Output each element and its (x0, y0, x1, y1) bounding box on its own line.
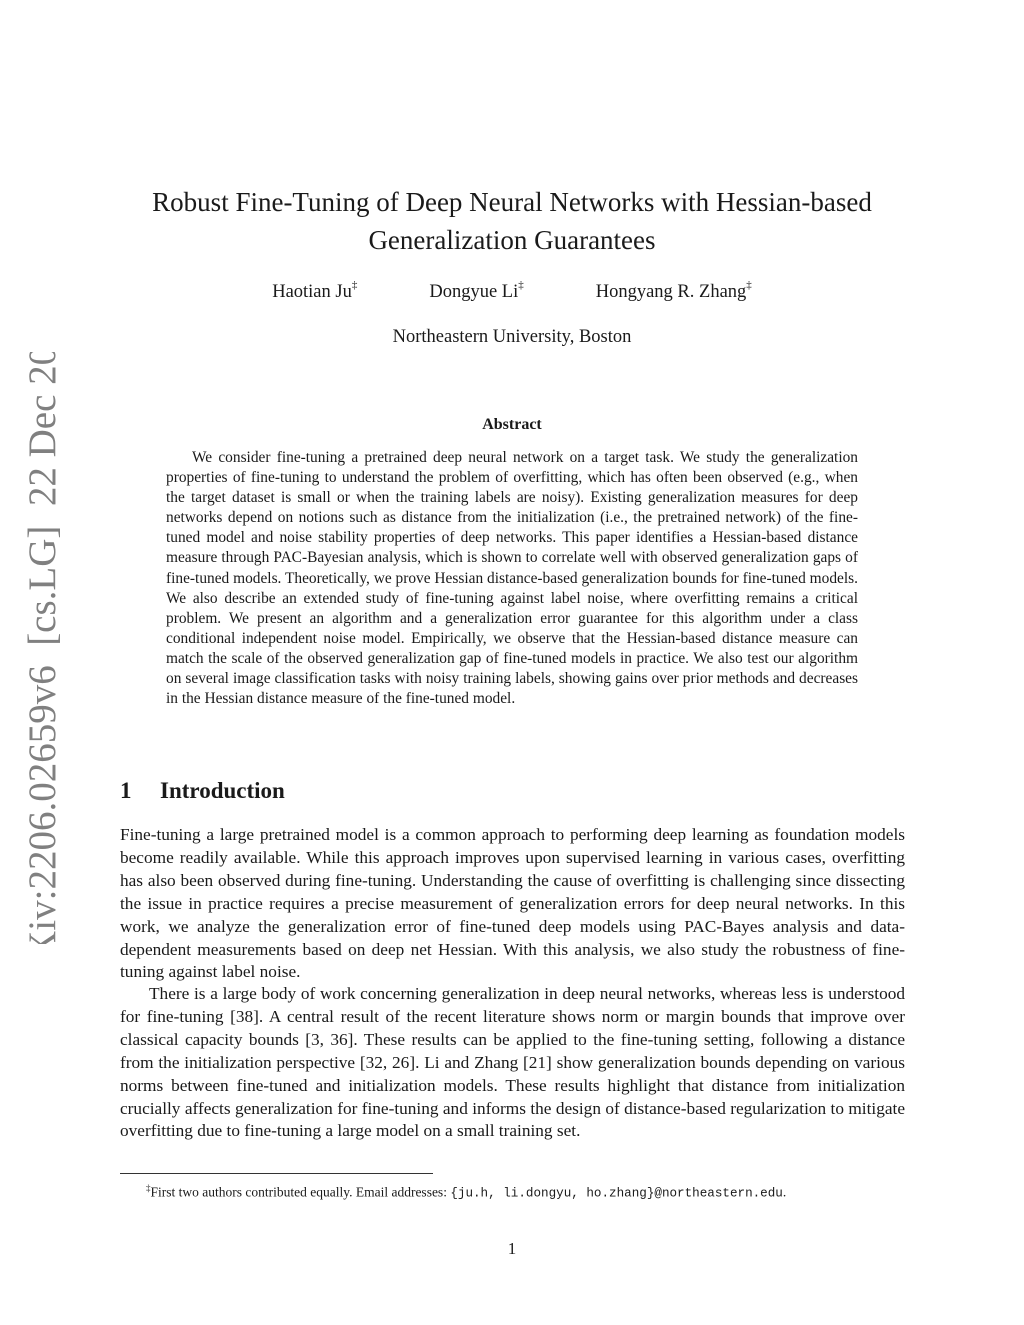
page-number: 1 (507, 1239, 517, 1258)
abstract-heading: Abstract (482, 416, 542, 433)
arxiv-identifier: arXiv:2206.02659v6 [cs.LG] 22 Dec 2023 (21, 352, 64, 944)
affiliation: Northeastern University, Boston (392, 327, 632, 347)
section-heading (120, 778, 285, 804)
arxiv-identifier-stamp (10, 352, 72, 944)
section-number: 1 (120, 778, 132, 803)
footnote-divider (120, 1173, 433, 1174)
intro-paragraph-1: Fine-tuning a large pretrained model is a common approach to performing deep learning as foundation models become readily available. While this approach improves upon supervised learning in various cases, overfitting has also been observed during fine-tuning. Understanding the cause of overfitting is challenging since dissecting the issue in practice requires a precise measurement of generalization errors for deep neural networks. In this work, we analyze the generalization error of fine-tuned deep models using PAC-Bayes analysis and data-dependent measurements based on deep net Hessian. With this analysis, we also study the robustness of fine-tuning against label noise. (120, 825, 905, 982)
paper-title-line-2: Generalization Guarantees (368, 225, 656, 255)
author-list (110, 281, 914, 303)
author-2: Dongyue Li‡ (429, 279, 524, 303)
author-3: Hongyang R. Zhang‡ (595, 279, 752, 303)
section-title: Introduction (160, 778, 285, 803)
abstract-text: We consider fine-tuning a pretrained deep neural network on a target task. We study the generalization properties of fine-tuning to understand the problem of overfitting, which has often been observed (e.g., when the target dataset is small or when the training labels are noisy). Existing generalization measures for deep networks depend on notions such as distance from the initialization (i.e., the pretrained network) of the fine-tuned model and noise stability properties of deep networks. This paper identifies a Hessian-based distance measure through PAC-Bayesian analysis, which is shown to correlate well with observed generalization gaps of fine-tuned models. Theoretically, we prove Hessian distance-based generalization bounds for fine-tuned models. We also describe an extended study of fine-tuning against label noise, where overfitting remains a critical problem. We present an algorithm and a generalization error guarantee for this algorithm under a class conditional independent noise model. Empirically, we observe that the Hessian-based distance measure can match the scale of the observed generalization gap of fine-tuned models in practice. We also test our algorithm on several image classification tasks with noisy training labels, showing gains over prior methods and decreases in the Hessian distance measure of the fine-tuned model. (166, 449, 858, 708)
author-1: Haotian Ju‡ (272, 279, 358, 303)
footnote-emails: {ju.h, li.dongyu, ho.zhang}@northeastern.edu (450, 1186, 783, 1201)
footnote-mark: ‡ (146, 1183, 151, 1193)
footnote: ‡First two authors contributed equally. Email addresses: {ju.h, li.dongyu, ho.zhang}@northeastern.edu. (146, 1183, 787, 1201)
paper-title (110, 183, 914, 259)
intro-paragraph-2: There is a large body of work concerning generalization in deep neural networks, whereas less is understood for fine-tuning [38]. A central result of the recent literature shows norm or margin bounds that improve over classical capacity bounds [3, 36]. These results can be applied to the fine-tuning setting, following a distance from the initialization perspective [32, 26]. Li and Zhang [21] show generalization bounds depending on various norms between fine-tuned and initialization models. These results highlight that distance from initialization crucially affects generalization for fine-tuning and informs the design of distance-based regularization to mitigate overfitting due to fine-tuning a large model on a small training set. (120, 984, 905, 1141)
paper-title-line-1: Robust Fine-Tuning of Deep Neural Networks with Hessian-based (152, 187, 872, 217)
footnote-text: First two authors contributed equally. Email addresses: (150, 1184, 451, 1200)
